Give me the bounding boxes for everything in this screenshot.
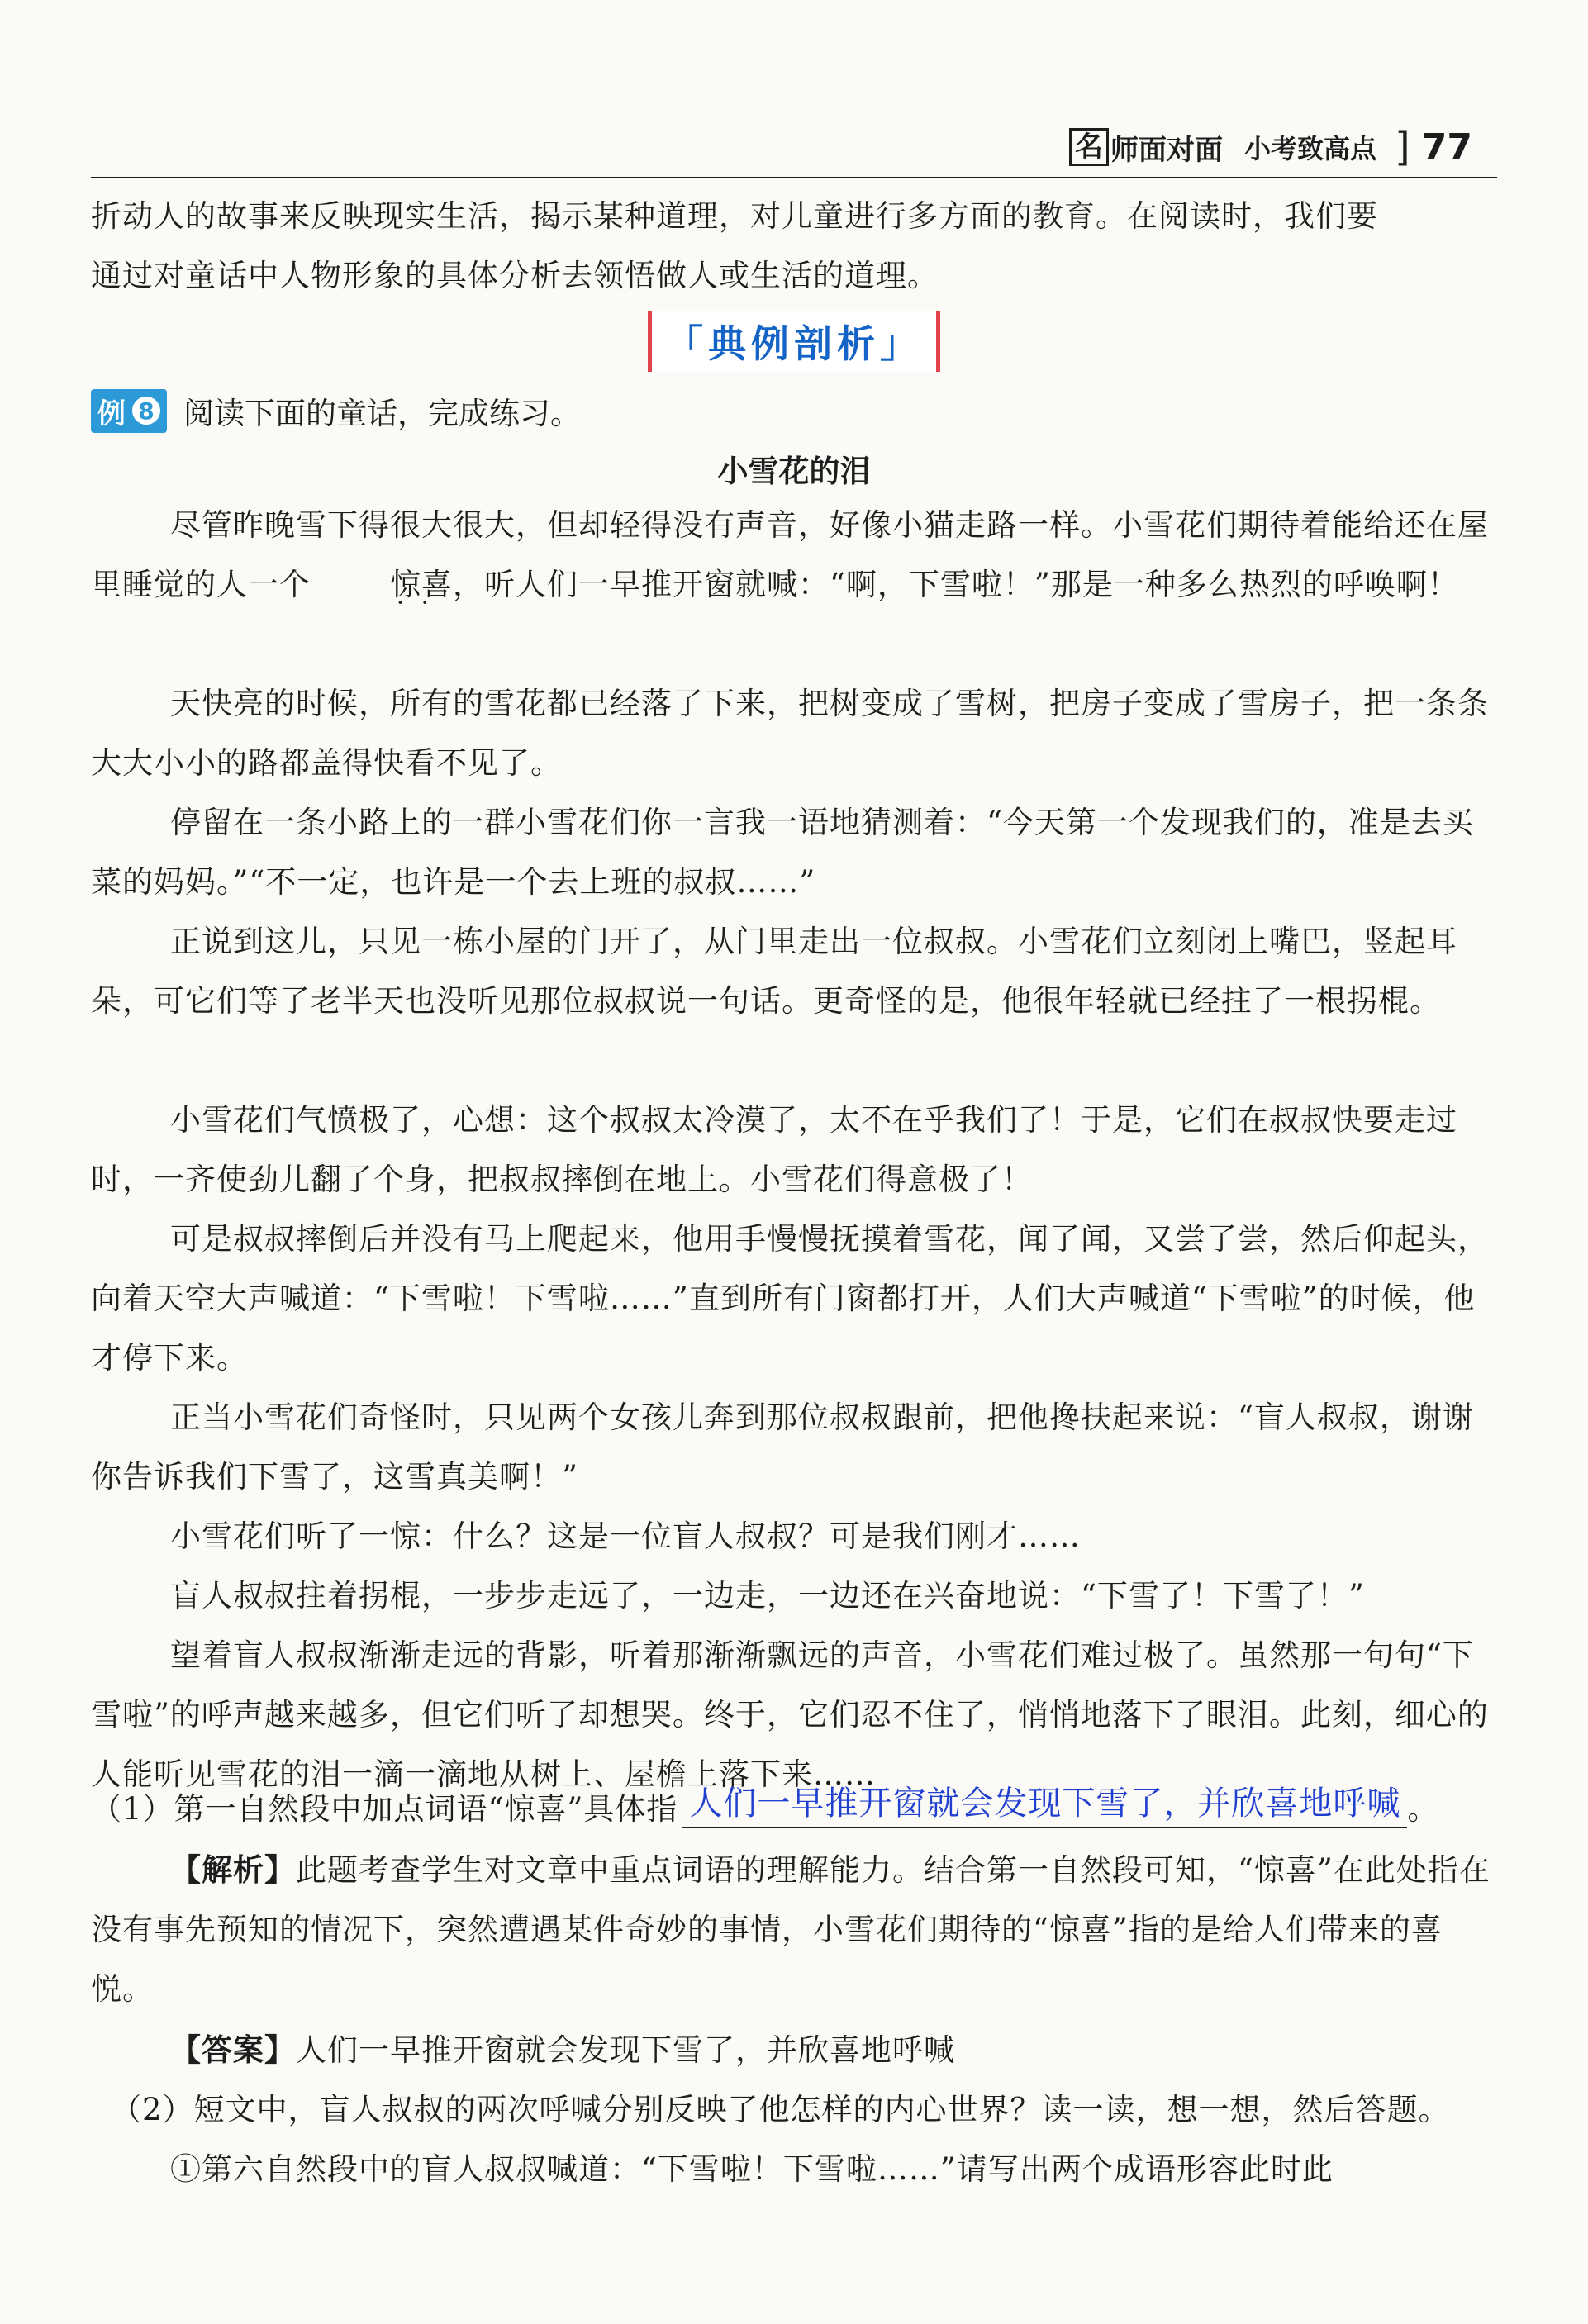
analysis-text: 此题考查学生对文章中重点词语的理解能力。结合第一自然段可知，“惊喜”在此处指在没有事先预知的情况下，突然遭遇某件奇妙的事情，小雪花们期待的“惊喜”指的是给人们带来的喜悦。: [91, 1852, 1491, 2007]
header-bracket: ]: [1395, 124, 1410, 170]
paragraph-text: ，听人们一早推开窗就喊：“啊，下雪啦！”那是一种多么热烈的呼唤啊！: [453, 567, 1459, 602]
example-badge: [91, 389, 167, 433]
answer-text: 人们一早推开窗就会发现下雪了，并欣喜地呼喊: [296, 2032, 955, 2068]
story-title: 小雪花的泪: [717, 454, 871, 489]
question-2-sub-1: ①第六自然段中的盲人叔叔喊道：“下雪啦！下雪啦……”请写出两个成语形容此时此: [170, 2151, 1334, 2187]
brand-name: 师面对面: [1110, 133, 1224, 167]
example-label: 例: [97, 397, 126, 430]
brand-logo: [1069, 127, 1223, 168]
story-paragraph: 可是叔叔摔倒后并没有马上爬起来，他用手慢慢抚摸着雪花，闻了闻，又尝了尝，然后仰起头，向着天空大声喊道：“下雪啦！下雪啦……”直到所有门窗都打开，人们大声喊道“下雪啦”的时候，他才停下来。: [91, 1221, 1489, 1376]
example-header: [91, 388, 581, 433]
intro-line-2: 通过对童话中人物形象的具体分析去领悟做人或生活的道理。: [91, 258, 939, 293]
question-2: （2）短文中，盲人叔叔的两次呼喊分别反映了他怎样的内心世界？读一读，想一想，然后答题。: [111, 2092, 1450, 2127]
question-1: [91, 1780, 1512, 1828]
question-1-end: 。: [1407, 1791, 1439, 1827]
section-title: [0, 311, 1588, 372]
example-instruction: 阅读下面的童话，完成练习。: [183, 396, 581, 431]
answer-block: [91, 2021, 1500, 2080]
story-paragraph: 正当小雪花们奇怪时，只见两个女孩儿奔到那位叔叔跟前，把他搀扶起来说：“盲人叔叔，谢谢你告诉我们下雪了，这雪真美啊！”: [91, 1400, 1474, 1495]
story-paragraph: [91, 496, 1500, 615]
example-number: 8: [132, 397, 160, 425]
question-1-text: （1）第一自然段中加点词语“惊喜”具体指: [91, 1791, 678, 1827]
story-paragraph: 小雪花们听了一惊：什么？这是一位盲人叔叔？可是我们刚才……: [170, 1518, 1081, 1554]
analysis-label: 【解析】: [170, 1852, 296, 1888]
running-header: [1069, 122, 1472, 172]
story-paragraph: 天快亮的时候，所有的雪花都已经落了下来，把树变成了雪树，把房子变成了雪房子，把一条条大大小小的路都盖得快看不见了。: [91, 686, 1489, 781]
emphasized-word: 惊喜 · ·: [311, 555, 453, 615]
story-paragraph: 望着盲人叔叔渐渐走远的背影，听着那渐渐飘远的声音，小雪花们难过极了。虽然那一句句“下雪啦”的呼声越来越多，但它们听了却想哭。终于，它们忍不住了，悄悄地落下了眼泪。此刻，细心的人能听见雪花的泪一滴一滴地从树上、屋檐上落下来……: [91, 1637, 1489, 1792]
section-title-text: 「典例剖析」: [648, 311, 940, 372]
page-number: 77: [1421, 126, 1472, 169]
series-name: 小考致高点: [1244, 133, 1377, 164]
analysis-block: [91, 1841, 1500, 2019]
brand-box-char: 名: [1069, 128, 1109, 166]
header-rule: [91, 177, 1497, 178]
story-paragraph: 停留在一条小路上的一群小雪花们你一言我一语地猜测着：“今天第一个发现我们的，准是去买菜的妈妈。”“不一定，也许是一个去上班的叔叔……”: [91, 805, 1474, 900]
answer-label: 【答案】: [170, 2032, 296, 2068]
story-paragraph: 盲人叔叔拄着拐棍，一步步走远了，一边走，一边还在兴奋地说：“下雪了！下雪了！”: [170, 1578, 1365, 1613]
paragraph-text: 尽管昨晚雪下得很大很大，但却轻得没有声音，好像小猫走路一样。小雪花们期待着能给还在屋里睡觉的人一个: [91, 507, 1489, 602]
story-paragraph: 正说到这儿，只见一栋小屋的门开了，从门里走出一位叔叔。小雪花们立刻闭上嘴巴，竖起耳朵，可它们等了老半天也没听见那位叔叔说一句话。更奇怪的是，他很年轻就已经拄了一根拐棍。: [91, 924, 1457, 1019]
intro-line-1: 折动人的故事来反映现实生活，揭示某种道理，对儿童进行多方面的教育。在阅读时，我们要: [91, 198, 1378, 234]
story-paragraph: 小雪花们气愤极了，心想：这个叔叔太冷漠了，太不在乎我们了！于是，它们在叔叔快要走过时，一齐使劲儿翻了个身，把叔叔摔倒在地上。小雪花们得意极了！: [91, 1102, 1457, 1197]
question-1-answer-blank[interactable]: 人们一早推开窗就会发现下雪了，并欣喜地呼喊: [682, 1780, 1407, 1828]
